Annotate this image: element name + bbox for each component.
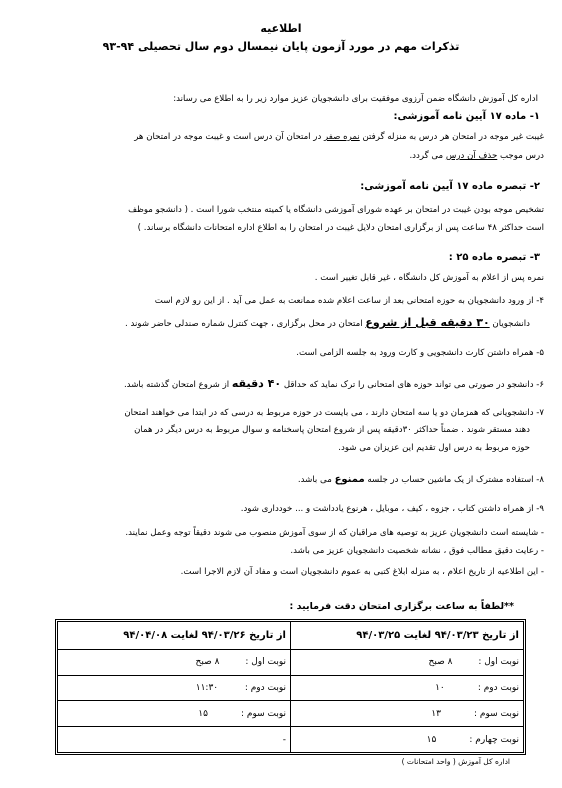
intro-text: اداره کل آموزش دانشگاه ضمن آرزوی موفقیت برای دانشجویان عزیز موارد زیر را به اطلاع می رساند: bbox=[173, 94, 538, 104]
section1-heading: ۱- ماده ۱۷ آیین نامه آموزشی: bbox=[393, 111, 540, 122]
slot-label: نوبت اول : bbox=[245, 657, 286, 668]
slot-label: نوبت دوم : bbox=[244, 683, 286, 694]
slot-label: نوبت اول : bbox=[478, 657, 519, 668]
slot-time: ۱۳ bbox=[431, 708, 441, 719]
period2-header: از تاریخ ۹۴/۰۳/۲۶ لغایت ۹۴/۰۴/۰۸ bbox=[58, 622, 291, 650]
schedule-heading: **لطفاً به ساعت برگزاری امتحان دقت فرمایید : bbox=[289, 601, 514, 612]
item8: ۸- استفاده مشترک از یک ماشین حساب در جلسه ممنوع می باشد. bbox=[297, 474, 544, 485]
note-bullet-2: - رعایت دقیق مطالب فوق ، نشانه شخصیت دانشجویان عزیز می باشد. bbox=[290, 546, 544, 556]
item7-line2: دهند مستقر شوند . ضمناً حداکثر ۳۰دقیقه پس از شروع امتحان پاسخنامه و سوال مربوط به درس دیگر در همان bbox=[134, 425, 530, 435]
slot-time: ۱۱:۳۰ bbox=[195, 683, 219, 694]
slot-time: ۱۰ bbox=[435, 683, 445, 694]
slot-time: ۸ صبح bbox=[195, 657, 220, 668]
item6: ۶- دانشجو در صورتی می تواند حوزه های امتحانی را ترک نماید که حداقل ۴۰ دقیقه از شروع امتحان گذشته باشد. bbox=[123, 377, 544, 390]
note-bullet-1: - شایسته است دانشجویان عزیز به توصیه های مراقبان که از سوی آموزش منصوب می شوند دقیقاً توجه وعمل نمایند. bbox=[125, 528, 544, 538]
footer-signature: اداره کل آموزش ( واحد امتحانات ) bbox=[401, 757, 510, 766]
slot-label: - bbox=[282, 734, 286, 745]
item7-line1: ۷- دانشجویانی که همزمان دو یا سه امتحان دارند ، می بایست در حوزه مربوط به درسی که در ابتدا می خواهند امتحان bbox=[124, 408, 544, 418]
section1-line2: درس موجب حذف آن درس می گردد. bbox=[409, 151, 544, 161]
slot-time: ۱۵ bbox=[198, 708, 208, 719]
table-row bbox=[58, 701, 524, 727]
slot-label: نوبت چهارم : bbox=[469, 734, 519, 745]
item9: ۹- از همراه داشتن کتاب ، جزوه ، کیف ، موبایل ، هرنوع یادداشت و ... خودداری شود. bbox=[240, 504, 544, 514]
item4-line2: دانشجویان ۳۰ دقیقه قبل از شروع امتحان در محل برگزاری ، جهت کنترل شماره صندلی حاضر شوند . bbox=[125, 316, 530, 329]
slot-label: نوبت دوم : bbox=[477, 683, 519, 694]
period1-header: از تاریخ ۹۴/۰۳/۲۳ لغایت ۹۴/۰۳/۲۵ bbox=[291, 622, 524, 650]
slot-label: نوبت سوم : bbox=[240, 708, 286, 719]
item5: ۵- همراه داشتن کارت دانشجویی و کارت ورود به جلسه الزامی است. bbox=[296, 348, 544, 358]
table-row bbox=[58, 675, 524, 701]
section2-heading: ۲- تبصره ماده ۱۷ آیین نامه آموزشی: bbox=[360, 181, 540, 192]
slot-time: ۱۵ bbox=[426, 734, 437, 745]
page-title: اطلاعیه bbox=[260, 22, 302, 35]
slot-time: ۸ صبح bbox=[428, 657, 453, 668]
section3-heading: ۳- تبصره ماده ۲۵ : bbox=[448, 252, 540, 263]
note-bullet-3: - این اطلاعیه از تاریخ اعلام ، به منزله ابلاغ کتبی به عموم دانشجویان است و مفاد آن لازم الاجرا است. bbox=[180, 567, 544, 577]
section2-line1: تشخیص موجه بودن غیبت در امتحان بر عهده شورای آموزشی دانشگاه یا کمیته منتخب شورا است . ( دانشجو موظف bbox=[128, 205, 544, 215]
exam-schedule-table bbox=[57, 621, 524, 753]
table-header-row bbox=[58, 622, 524, 650]
table-row bbox=[58, 727, 524, 753]
section3-line1: نمره پس از اعلام به آموزش کل دانشگاه ، غیر قابل تغییر است . bbox=[314, 273, 544, 283]
item4-line1: ۴- از ورود دانشجویان به حوزه امتحانی بعد از ساعت اعلام شده ممانعت به عمل می آید . از این رو لازم است bbox=[154, 296, 544, 306]
section2-line2: است حداکثر ۴۸ ساعت پس از برگزاری امتحان دلایل غیبت در امتحان را به اطلاع اداره امتحانات دانشگاه برساند. ) bbox=[137, 223, 544, 233]
slot-label: نوبت سوم : bbox=[473, 708, 519, 719]
table-row bbox=[58, 649, 524, 675]
page-subtitle: تذکرات مهم در مورد آزمون پایان نیمسال دوم سال تحصیلی ۹۴-۹۳ bbox=[102, 40, 460, 53]
item7-line3: حوزه مربوط به درس اول تقدیم این عزیزان می شود. bbox=[338, 443, 530, 453]
section1-line1: غیبت غیر موجه در امتحان هر درس به منزله گرفتن نمره صفر در امتحان آن درس است و غیبت موجه در امتحان هر bbox=[134, 132, 544, 142]
